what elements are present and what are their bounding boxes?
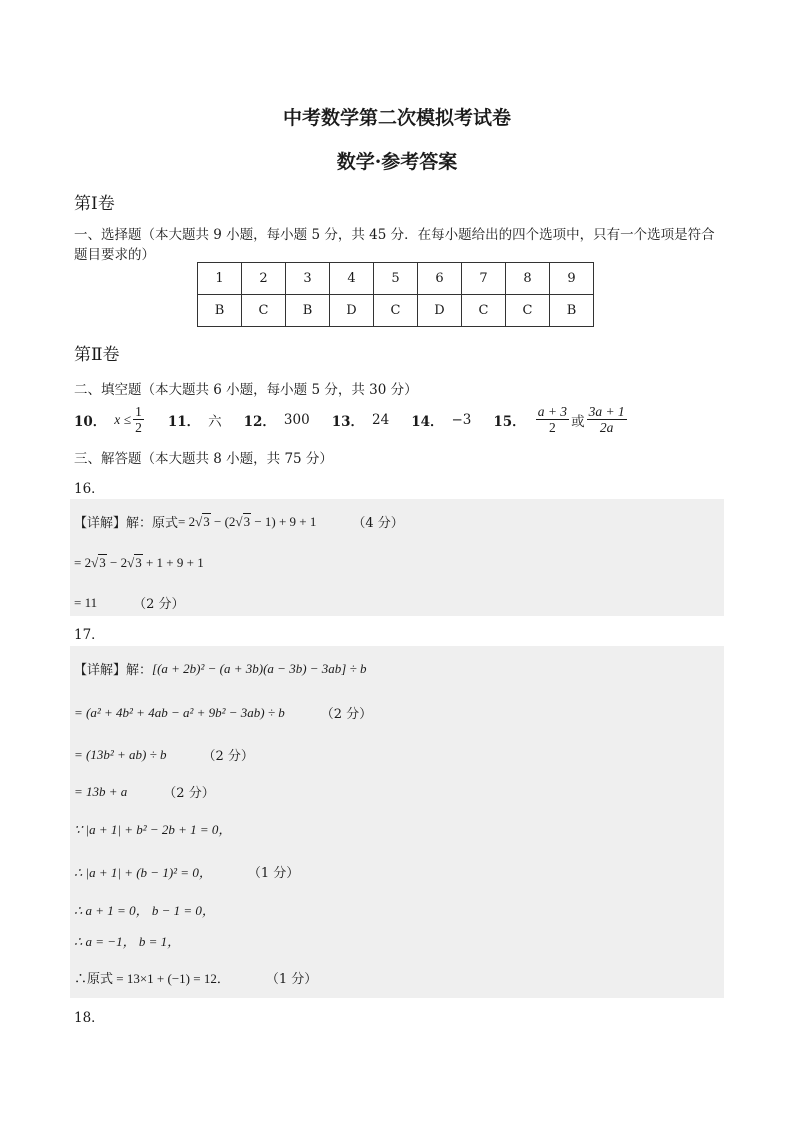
question-number: 13．	[331, 413, 364, 430]
table-cell-number: 5	[374, 263, 418, 295]
solution-label: 【详解】解：原式	[74, 516, 179, 531]
fraction-numerator: 1	[135, 404, 142, 419]
fraction	[133, 404, 144, 435]
answer-table	[197, 262, 594, 327]
expr-part: − (2	[210, 513, 236, 529]
fill-answer-10	[74, 404, 146, 435]
solution-17-line-9	[74, 968, 317, 987]
page-title: 中考数学第二次模拟考试卷	[282, 107, 511, 129]
expr-part: − 1) + 9 + 1	[251, 513, 317, 529]
choice-section-heading-1: 一、选择题（本大题共 9 小题，每小题 5 分，共 45 分．在每小题给出的四个选项中，只有一个选项是符合	[74, 227, 715, 243]
sqrt-radicand: 3	[135, 555, 142, 570]
sqrt-symbol: √	[235, 513, 243, 529]
math-expression: ∴原式 = 13×1 + (−1) = 12．	[74, 971, 230, 986]
solution-17-line-5	[74, 819, 231, 838]
solution-16-line-2	[74, 555, 204, 571]
sqrt-radicand: 3	[99, 555, 106, 570]
fill-answer-15	[493, 404, 628, 435]
solution-16-line-1	[74, 512, 404, 531]
math-expression: = (a² + 4b² + 4ab − a² + 9b² − 3ab) ÷ b	[74, 704, 285, 720]
table-cell-number: 8	[506, 263, 550, 295]
fill-answer-14	[411, 410, 471, 430]
points-label: （2 分）	[320, 707, 373, 722]
question-number: 15．	[493, 413, 526, 430]
fraction-denominator: 2	[549, 420, 556, 435]
answer-value: −3	[451, 411, 472, 428]
page-subtitle: 数学·参考答案	[336, 151, 458, 173]
fraction-numerator: a + 3	[537, 404, 568, 419]
table-cell-number: 4	[330, 263, 374, 295]
sqrt-symbol: √	[195, 513, 203, 529]
table-cell-answer: C	[506, 295, 550, 327]
table-cell-answer: B	[198, 295, 242, 327]
inequality: x ≤	[114, 411, 132, 427]
sqrt-radicand: 3	[243, 513, 251, 529]
question-number: 14．	[411, 413, 444, 430]
table-cell-number: 1	[198, 263, 242, 295]
expr-part: − 2	[106, 555, 128, 570]
solution-17-line-7	[74, 900, 215, 919]
table-cell-answer: C	[242, 295, 286, 327]
points-label: （2 分）	[163, 786, 215, 801]
solution-17-line-3	[74, 745, 254, 764]
answer-value: 24	[372, 411, 390, 428]
table-cell-number: 9	[550, 263, 594, 295]
fill-answer-13	[332, 410, 389, 430]
solution-16-line-3	[74, 593, 185, 612]
fraction-numerator: 3a + 1	[588, 404, 625, 419]
points-label: （2 分）	[133, 597, 185, 612]
table-cell-answer: B	[286, 295, 330, 327]
fill-section-heading: 二、填空题（本大题共 6 小题，每小题 5 分，共 30 分）	[74, 382, 418, 398]
table-cell-number: 3	[286, 263, 330, 295]
points-label: （1 分）	[265, 972, 318, 987]
fraction-denominator: 2a	[599, 420, 614, 435]
table-cell-answer: C	[374, 295, 418, 327]
solution-17-line-4	[74, 782, 215, 801]
solution-17-line-1	[74, 659, 367, 678]
math-expression	[74, 555, 204, 571]
math-expression: = 13b + a	[74, 783, 128, 799]
math-expression	[178, 514, 316, 530]
question-16-number: 16．	[74, 481, 105, 497]
math-expression: ∴ a = −1， b = 1，	[74, 934, 181, 949]
solution-17-line-6	[74, 862, 299, 881]
points-label: （1 分）	[247, 866, 300, 881]
points-label: （4 分）	[352, 516, 404, 531]
sqrt-symbol: √	[127, 555, 135, 570]
fraction	[587, 404, 627, 435]
table-cell-number: 6	[418, 263, 462, 295]
solution-label: 【详解】解：	[74, 663, 153, 678]
part2-label: 第Ⅱ卷	[74, 345, 120, 365]
table-cell-answer: D	[418, 295, 462, 327]
question-number: 10．	[74, 413, 107, 430]
math-expression: = (13b² + ab) ÷ b	[74, 746, 167, 762]
fraction-denominator: 2	[135, 420, 142, 435]
math-expression: [(a + 2b)² − (a + 3b)(a − 3b) − 3ab] ÷ b	[152, 660, 367, 676]
or-word: 或	[571, 413, 585, 430]
sqrt-radicand: 3	[203, 513, 210, 529]
fill-answer-12	[244, 410, 310, 430]
table-cell-answer: D	[330, 295, 374, 327]
expr-part: = 2	[178, 513, 196, 529]
question-number: 11．	[167, 413, 201, 430]
math-expression: ∵ |a + 1| + b² − 2b + 1 = 0，	[74, 822, 232, 837]
expr-part: + 1 + 9 + 1	[142, 555, 204, 570]
fill-answers	[74, 404, 651, 435]
answer-table-number-row	[198, 263, 594, 295]
solve-section-heading: 三、解答题（本大题共 8 小题，共 75 分）	[74, 451, 333, 467]
fill-answer-11	[168, 410, 222, 430]
math-expression: ∴ a + 1 = 0， b − 1 = 0，	[74, 903, 215, 918]
choice-section-heading-2: 题目要求的）	[74, 247, 155, 263]
part1-label: 第Ⅰ卷	[74, 194, 115, 214]
solution-17-line-8	[74, 931, 180, 950]
expr-part: = 2	[74, 555, 92, 570]
sqrt-symbol: √	[91, 555, 99, 570]
table-cell-number: 7	[462, 263, 506, 295]
question-17-number: 17．	[74, 627, 105, 643]
fraction	[536, 404, 569, 435]
solution-17-line-2	[74, 703, 372, 722]
table-cell-number: 2	[242, 263, 286, 295]
table-cell-answer: C	[462, 295, 506, 327]
question-number: 12．	[243, 413, 276, 430]
math-expression: ∴ |a + 1| + (b − 1)² = 0，	[74, 865, 212, 880]
table-cell-answer: B	[550, 295, 594, 327]
answer-table-answer-row	[198, 295, 594, 327]
math-expression: = 11	[74, 594, 98, 610]
points-label: （2 分）	[202, 749, 254, 764]
question-18-number: 18．	[74, 1010, 105, 1026]
answer-value: 300	[283, 411, 310, 428]
answer-value: 六	[208, 413, 222, 430]
